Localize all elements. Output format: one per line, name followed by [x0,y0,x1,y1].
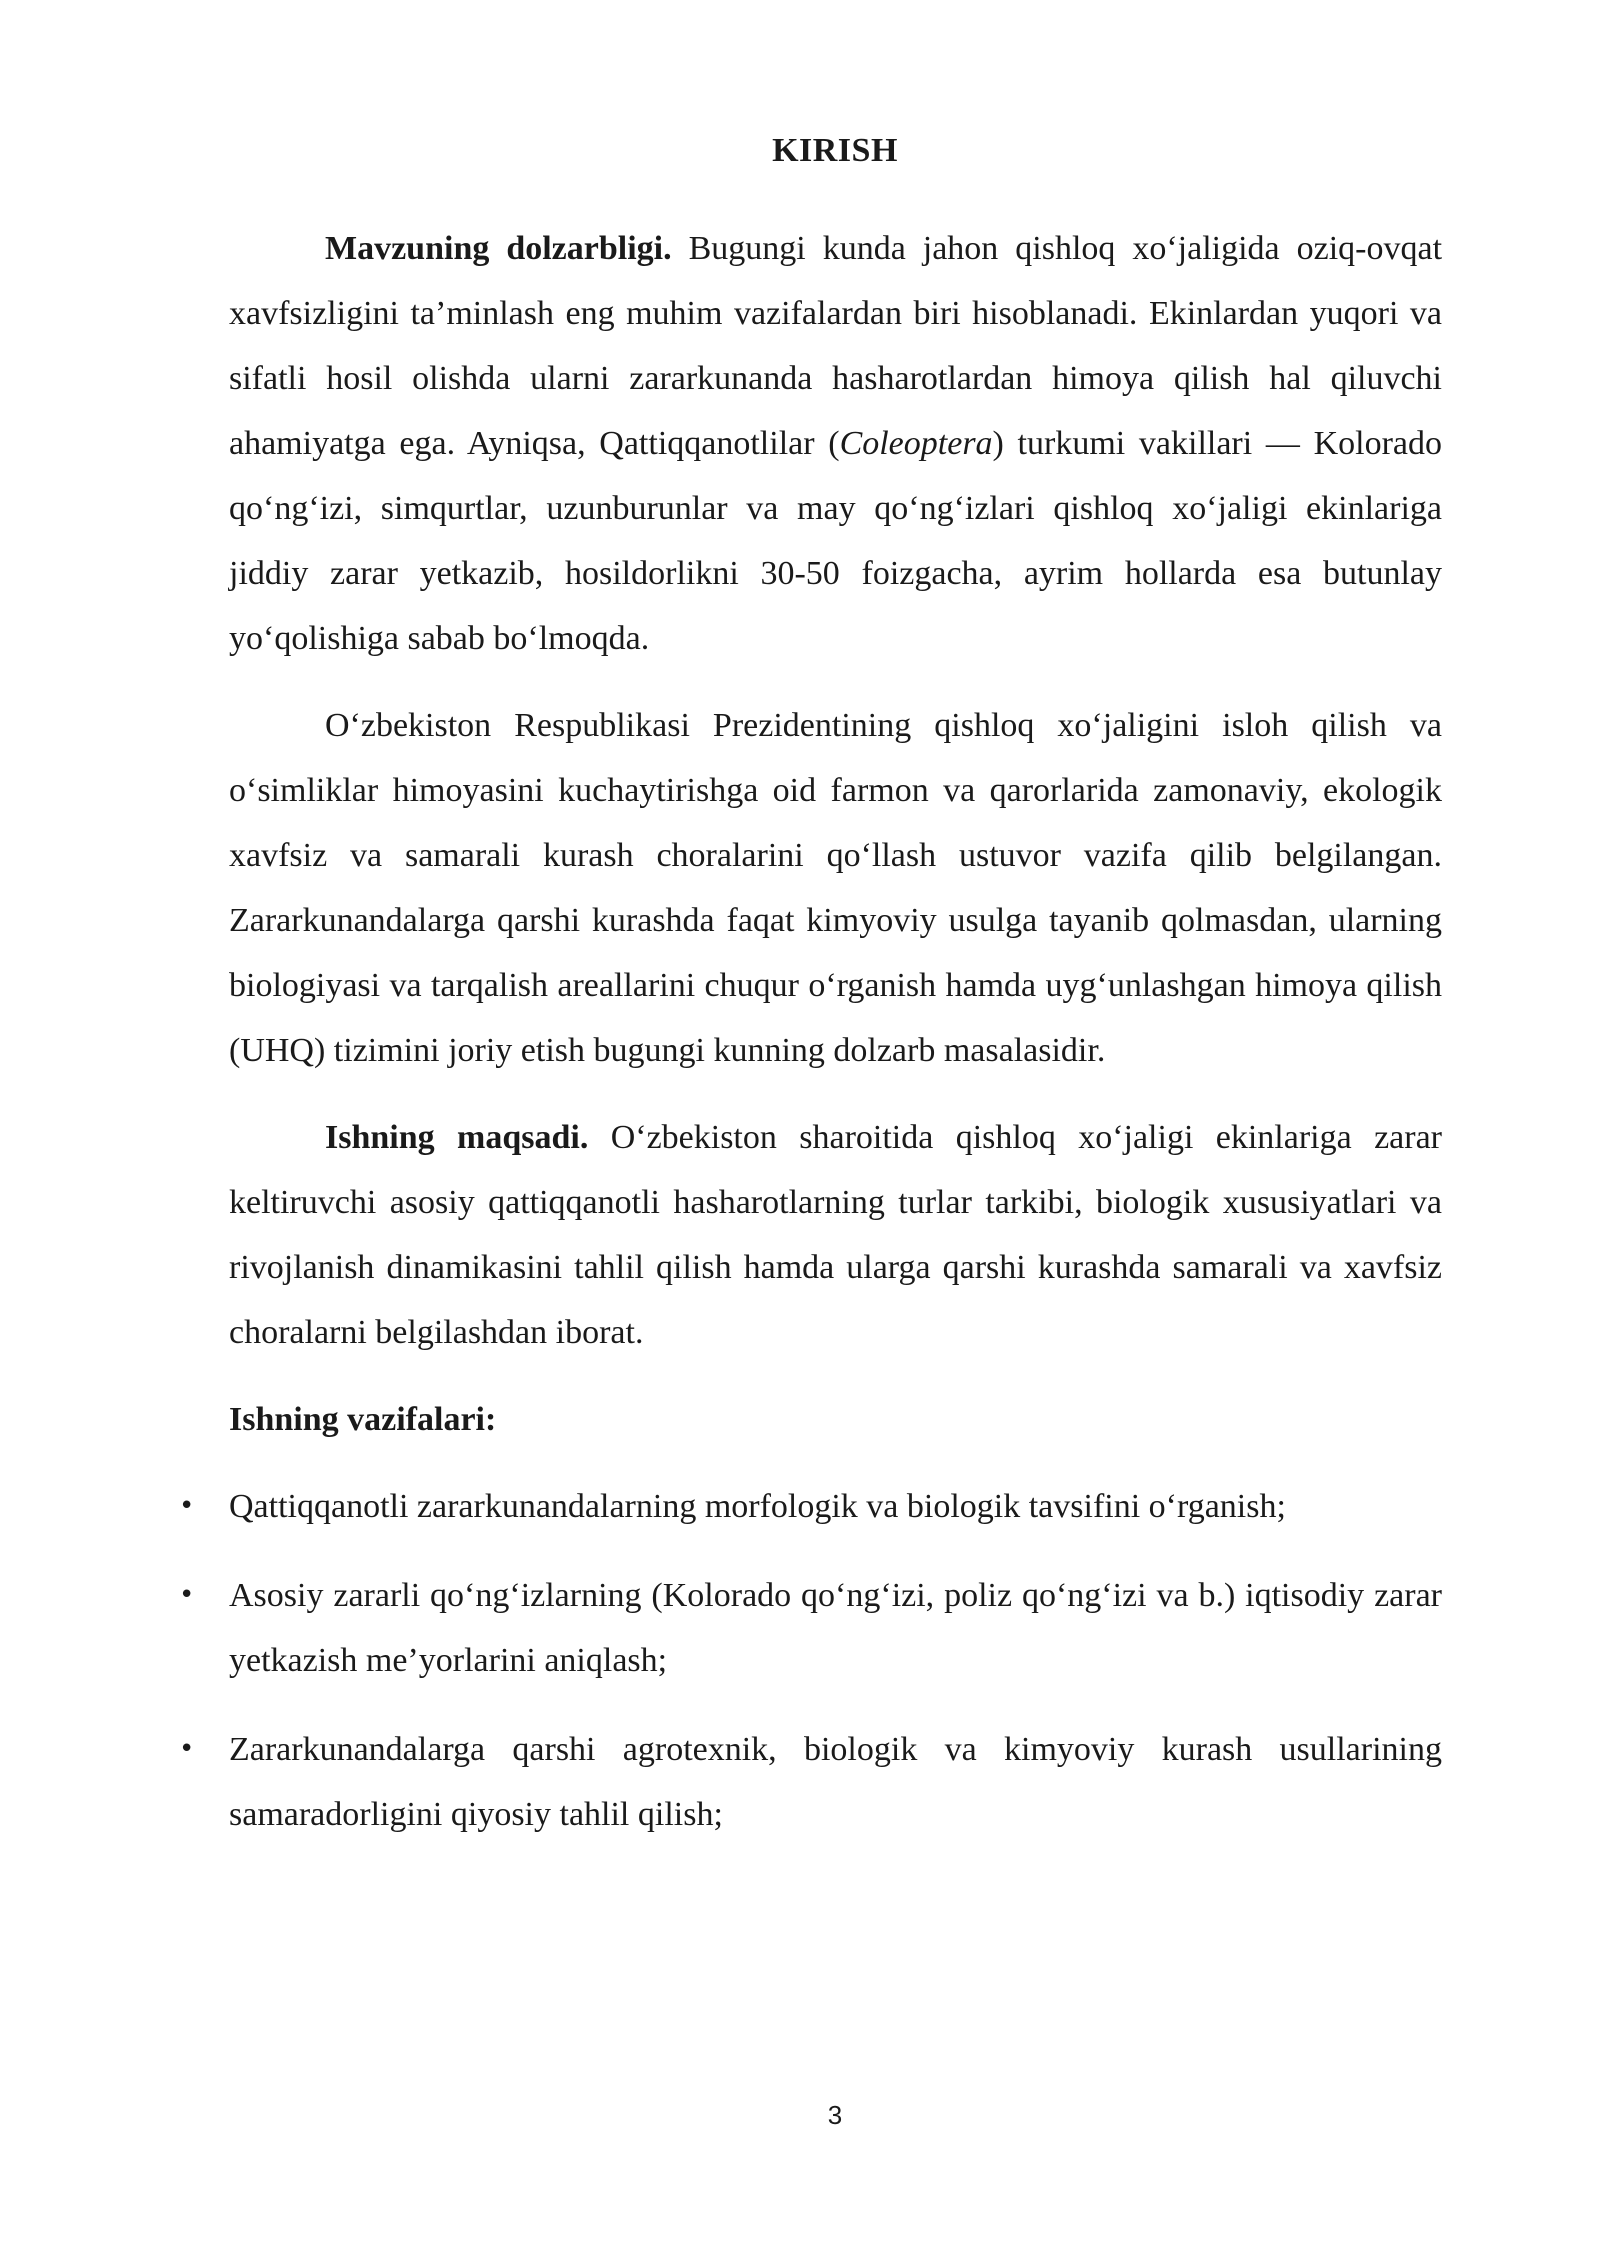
task-text: Qattiqqanotli zararkunandalarning morfologik va biologik tavsifini o‘rganish; [229,1488,1286,1525]
bullet-icon: • [179,1491,195,1521]
tasks-list [179,1474,1442,1847]
paragraph-relevance [229,216,1442,671]
paragraph-presidential-decrees [229,693,1442,1083]
bullet-icon: • [179,1734,195,1764]
aim-text: O‘zbekiston sharoitida qishloq xo‘jaligi ekinlariga zarar keltiruvchi asosiy qattiqqanotli hasharotlarning turlar tarkibi, biologik xususiyatlari va rivojlanish dinamikasini tahlil qilish hamda ularga qarshi kurashda samarali va xavfsiz choralarni belgilashdan iborat. [229,1119,1442,1351]
document-body [179,216,1443,1871]
aim-lead: Ishning maqsadi. [325,1119,589,1156]
page-title: KIRISH [772,132,898,169]
task-text: Zararkunandalarga qarshi agrotexnik, biologik va kimyoviy kurash usullarining samaradorligini qiyosiy tahlil qilish; [229,1731,1442,1833]
latin-term: Coleoptera [839,425,993,462]
list-item [179,1474,1442,1539]
task-text: Asosiy zararli qo‘ng‘izlarning (Kolorado qo‘ng‘izi, poliz qo‘ng‘izi va b.) iqtisodiy zarar yetkazish me’yorlarini aniqlash; [229,1577,1442,1679]
bullet-icon: • [179,1580,195,1610]
relevance-text-a: Bugungi kunda jahon qishloq xo‘jaligida oziq-ovqat xavfsizligini ta’minlash eng muhim vazifalardan biri hisoblanadi. Ekinlardan yuqori va sifatli hosil olishda ularni zararkunanda hasharotlardan himoya qilish hal qiluvchi ahamiyatga ega. Ayniqsa, Qattiqqanotlilar ( [229,230,1443,462]
tasks-heading: Ishning vazifalari: [229,1401,497,1438]
list-item [179,1563,1442,1693]
list-item [179,1717,1442,1847]
paragraph-aim [229,1105,1442,1365]
decrees-text: O‘zbekiston Respublikasi Prezidentining qishloq xo‘jaligini isloh qilish va o‘simliklar himoyasini kuchaytirishga oid farmon va qarorlarida zamonaviy, ekologik xavfsiz va samarali kurash choralarini qo‘llash ustuvor vazifa qilib belgilangan. Zararkunandalarga qarshi kurashda faqat kimyoviy usulga tayanib qolmasdan, ularning biologiyasi va tarqalish areallarini chuqur o‘rganish hamda uyg‘unlashgan himoya qilish (UHQ) tizimini joriy etish bugungi kunning dolzarb masalasidir. [229,707,1442,1069]
relevance-text-b: ) turkumi vakillari — Kolorado qo‘ng‘izi, simqurtlar, uzunburunlar va may qo‘ng‘izlari qishloq xo‘jaligi ekinlariga jiddiy zarar yetkazib, hosildorlikni 30-50 foizgacha, ayrim hollarda esa butunlay yo‘qolishiga sabab bo‘lmoqda. [229,425,1442,657]
relevance-lead: Mavzuning dolzarbligi. [325,230,672,267]
page-number: 3 [827,2100,843,2130]
